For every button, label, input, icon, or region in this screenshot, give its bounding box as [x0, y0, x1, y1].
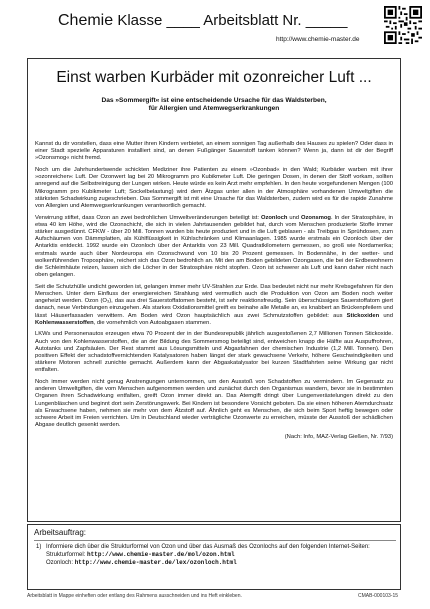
task-title: Arbeitsauftrag: — [34, 528, 87, 537]
article-body — [35, 141, 393, 445]
paragraph-6: Noch immer werden nicht genug Anstrengungen unternommen, um den Ausstoß von Schadstoffen zu vermindern. Im Gegensatz zu anderen Umweltgiften, die vom Menschen aufgenommen werden und zunächst durch den Organismus wandern, bevor sie in bestimmten Organen ihren Schadwirkung entfalten, greift Ozon immer direkt an. Das Atemgift dringt über Lungenverästelungen direkt zu den Lungenbläschen und beginnt dort sein Zerstörungswerk. Bei Kindern ist besondere Vorsicht geboten. Da sie einen höheren Atemdurchsatz als Erwachsene haben, nehmen sie mehr von dem Ätzstoff auf. Ähnlich geht es Menschen, die sich beim Sport heftig bewegen oder schwere Arbeit im Freien verrichten. Um in Deutschland wieder verträgliche Ozonwerte zu erreichen, müsste der Ausstoß der schädlichen Abgase deutlich gesenkt werden. — [35, 379, 393, 429]
article-box — [27, 58, 401, 522]
paragraph-1: Kannst du dir vorstellen, dass eine Mutter ihren Kindern verbietet, an einem sonnigen Tag außerhalb des Hauses zu spielen? Oder dass in einer Stadt spezielle Apparaturen installiert sind, an denen Fußgänger Sauerstoff tanken können? Wenn ja, dann ist dir der Begriff »Ozonsmog« nicht fremd. — [35, 141, 393, 162]
task-link-ozonloch[interactable]: http://www.chemie-master.de/lex/ozonloch.html — [74, 559, 237, 567]
task-text — [46, 544, 386, 568]
task-link-structure[interactable]: http://www.chemie-master.de/mol/ozon.html — [87, 551, 235, 559]
paragraph-4-conj: und — [379, 312, 393, 319]
term-ozonloch: Ozonloch — [260, 214, 288, 221]
source-citation: (Nach: Info, MAZ-Verlag Gießen, Nr. 7/93) — [284, 433, 393, 440]
task-label-structure: Strukturformel: — [46, 552, 88, 559]
paragraph-4-lead: Seit die Schutzhülle undicht geworden ist, gelangen immer mehr UV-Strahlen zur Erde. Das bedeutet nicht nur mehr Krebsgefahren für den Menschen. Unter dem Einfluss der energiereichen Strahlung wird vermutlich auch die Produktion von Ozon am Boden noch weiter angeheizt werden. Ozon (O₃), das aus drei Sauerstoffatomen besteht, ist sehr reaktionsfreudig. Sein überschüssiges Sauerstoffatom giert danach, neue Verbindungen einzugehen. Als starkes Oxidationsmittel greift es beinahe alle Metalle an, es knabbert an Brückenpfeilern und lässt Häuserfassaden verwittern. Am Boden wird Ozon hauptsächlich aus zwei Schmutzstoffen gebildet: aus — [35, 283, 393, 319]
subtitle-line-1: Das »Sommergift« ist eine entscheidende Ursache für das Waldsterben, — [101, 97, 327, 104]
paragraph-2: Noch um die Jahrhundertwende schickten Mediziner ihre Patienten zu einem »Ozonbad« in den Wald; Kurbäder warben mit ihrer »ozonreichen« Luft. Der Ozonwert lag bei 20 Mikrogramm pro Kubikmeter Luft. Die geringen Dosen, in denen der Stoff vorkam, sollten anregend auf die Selbstreinigung der Lungen wirken. Heute würde es kein Arzt mehr empfehlen. In den heute vorgefundenen Mengen (100 Mikrogramm pro Kubikmeter Luft; Sockelbelastung) wird dem Ätzgas unter allen in der Atmosphäre vorhandenen Umweltgiften die stärksten Schadwirkung zugeschrieben. Das Sommergift ist mit eine Ursache für das Waldsterben, zudem wird es für die rapide Zunahme von Allergien und Atemwegserkrankungen verantwortlich gemacht. — [35, 167, 393, 210]
paragraph-4 — [35, 284, 393, 327]
task-item-1 — [36, 544, 392, 568]
paragraph-3-lead: Verwirrung stiftet, dass Ozon an zwei bedrohlichen Umweltveränderungen beteiligt ist: — [35, 214, 261, 221]
sheet-number-field: Arbeitsblatt Nr. _____ — [203, 12, 348, 29]
task-number: 1) — [36, 544, 42, 550]
footer-note: Arbeitsblatt in Mappe einheften oder entlang des Rahmens ausschneiden und ins Heft einkleben. — [27, 593, 242, 599]
task-label-ozonloch: Ozonloch: — [46, 560, 75, 567]
article-subtitle — [42, 97, 386, 114]
subtitle-line-2: für Allergien und Atemwegserkrankungen — [148, 105, 280, 113]
term-kohlenwasserstoffe: Kohlenwasserstoffen — [35, 319, 94, 326]
task-divider — [34, 540, 396, 541]
task-instruction: Informiere dich über die Strukturformel von Ozon und über das Ausmaß des Ozonlochs auf den folgenden Internet-Seiten: — [46, 544, 370, 550]
paragraph-4-rest: , die vornehmlich von Autoabgasen stammen. — [93, 319, 211, 326]
term-ozonsmog: Ozonsmog — [301, 214, 331, 221]
subject-label: Chemie — [58, 12, 114, 29]
footer-code: CMAB-000103-15 — [358, 593, 399, 599]
header-url[interactable]: http://www.chemie-master.de — [276, 36, 360, 43]
paragraph-3 — [35, 215, 393, 280]
task-box — [27, 524, 401, 590]
qr-code-icon — [384, 6, 422, 44]
class-field: Klasse ____ — [117, 12, 200, 29]
paragraph-3-conj: und — [287, 214, 301, 221]
worksheet-header — [58, 12, 347, 30]
article-title: Einst warben Kurbäder mit ozonreicher Luft ... — [56, 69, 372, 86]
term-stickoxide: Stickoxiden — [346, 312, 380, 319]
paragraph-5: LKWs und Personenautos erzeugen etwa 70 Prozent der in der Bundesrepublik jährlich ausgestoßenen 2,7 Millionen Tonnen Stickoxide. Auch von den Kohlenwasserstoffen, die an der Bildung des Sommersmog beteiligt sind, entweichen knapp die Hälfte aus Auspuffrohren, Autotanks und Zapfsäulen. Der Rest stammt aus Lösungsmitteln und Abgasfahnen der chemischen Industrie (1,2 Mill. Tonnen). Den positiven Effekt der schadstoffvernichtenden Katalysatoren haben längst der stark gewachsene Verkehr, höhere Geschwindigkeiten und stärkere Motoren schnell zunichte gemacht. Außerdem kann der Abgaskatalysator bei kurzen Stadtfahrten seine Wirkung gar nicht entfalten. — [35, 331, 393, 374]
paragraph-3-rest: . In der Stratosphäre, in etwa 40 km Höhe, wird die Ozonschicht, die sich in vielen Jahrtausenden gebildet hat, durch vom Menschen produzierte Stoffe immer stärker ausgedünnt. CFKW - über 20 Mill. Tonnen wurden bis heute produziert und in die Luft geblasen - als Treibgas in Sprühdosen, zum Aufschäumen von Dämmplatten, als Kühlflüssigkeit in Kühlschränken und Klimaanlagen. 1985 wurde erstmals ein Ozonloch über der Antarktis entdeckt. 1992 wurde ein Ozonloch über der Antarktis von 23 Mill. Quadratkilometern gemessen, so groß wie Nordamerika; erstmals wurde auch über Nordeuropa ein Ozonschwund von 10 bis 20 Prozent gemessen. In Bodennähe, in der wetter- und wolkenführenden Troposphäre, reichert sich das Ozon bedrohlich an. Mit den am Boden gebildeten Ozongasen, die bei der Erdbewohnern die Schleimhäute reizen, lassen sich die Löcher in der Stratosphäre nicht stopfen. Ozon ist schwerer als Luft und kann daher nicht nach oben gelangen. — [35, 214, 393, 279]
